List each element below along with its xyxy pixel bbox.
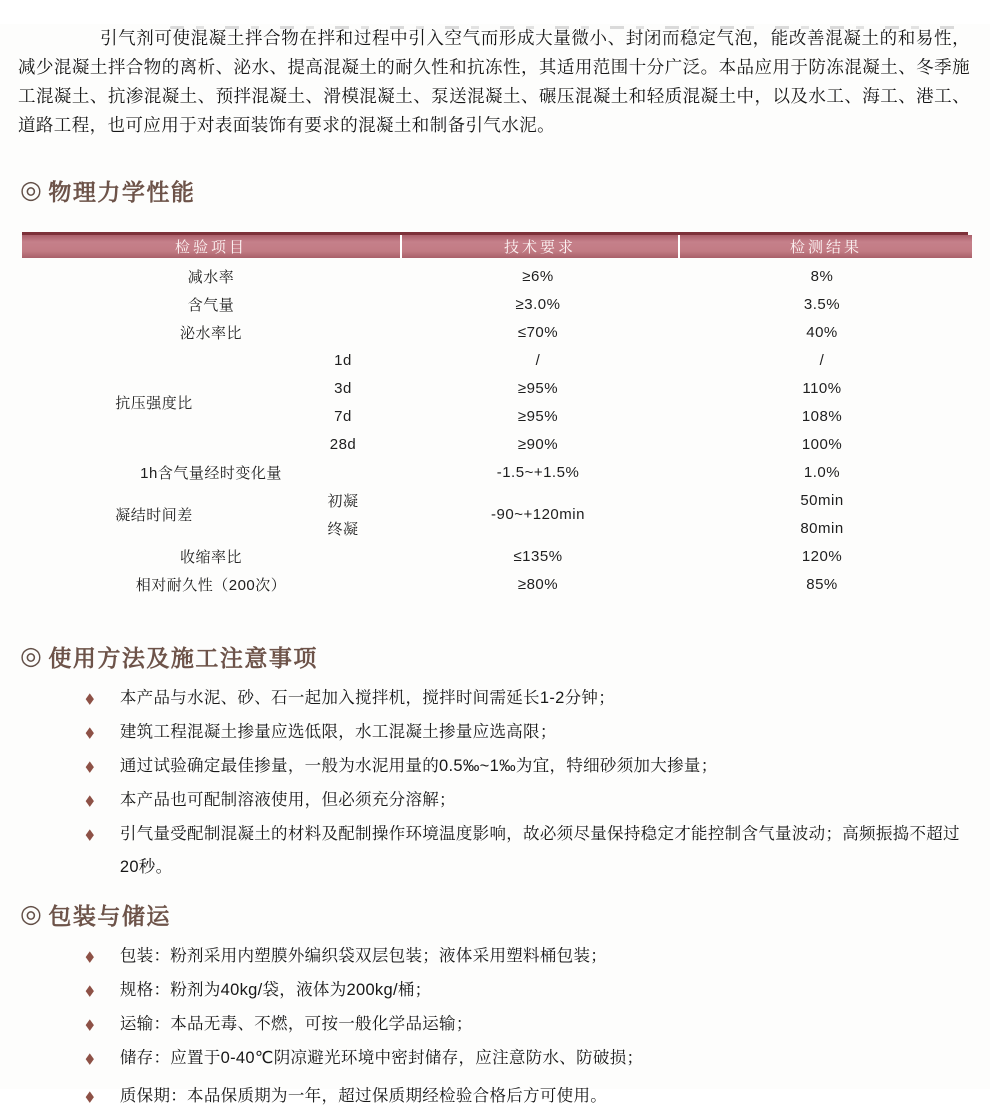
list-item [84, 682, 970, 716]
row-label: 1h含气量经时变化量 [140, 464, 282, 482]
diamond-bullet-icon: ◆ [85, 690, 95, 707]
row-result: 3.5% [803, 295, 841, 313]
sub-label: 1d [334, 351, 352, 369]
row-label: 泌水率比 [179, 324, 242, 342]
double-circle-icon: ◎ [20, 641, 44, 670]
sub-label: 7d [334, 407, 352, 425]
row-result: 40% [806, 323, 838, 341]
section-title: 包装与储运 [48, 902, 171, 929]
list-item-text: 运输：本品无毒、不燃，可按一般化学品运输； [119, 1015, 473, 1033]
list-item-text: 通过试验确定最佳掺量，一般为水泥用量的0.5‰~1‰为宜，特细砂须加大掺量； [119, 757, 718, 775]
table-header-row [22, 232, 968, 258]
list-item-text: 建筑工程混凝土掺量应选低限，水工混凝土掺量应选高限； [119, 723, 557, 741]
sub-label: 28d [329, 435, 357, 453]
column-header-item: 检验项目 [22, 235, 400, 258]
row-result: 100% [801, 435, 843, 453]
performance-table [22, 232, 968, 598]
row-req: -1.5~+1.5% [496, 463, 580, 481]
diamond-bullet-icon: ◆ [85, 826, 95, 843]
diamond-bullet-icon: ◆ [85, 982, 95, 999]
row-result: 80min [800, 519, 844, 537]
group-label-compressive: 抗压强度比 [115, 394, 193, 412]
diamond-bullet-icon: ◆ [85, 948, 95, 965]
usage-bullet-list [0, 682, 990, 884]
intro-paragraph: 引气剂可使混凝土拌合物在拌和过程中引入空气而形成大量微小、封闭而稳定气泡，能改善混凝土的和易性，减少混凝土拌合物的离析、泌水、提高混凝土的耐久性和抗冻性，其适用范围十分广泛。本品应用于防冻混凝土、冬季施工混凝土、抗渗混凝土、预拌混凝土、滑模混凝土、泵送混凝土、碾压混凝土和轻质混凝土中，以及水工、海工、港工、道路工程，也可应用于对表面装饰有要求的混凝土和制备引气水泥。 [18, 28, 970, 135]
row-result: 120% [801, 547, 843, 565]
section-title: 物理力学性能 [48, 178, 196, 205]
diamond-bullet-icon: ◆ [85, 758, 95, 775]
column-header-result: 检测结果 [680, 235, 972, 258]
sub-label: 初凝 [327, 492, 359, 510]
list-item-text: 规格：粉剂为40kg/袋，液体为200kg/桶； [119, 981, 432, 999]
list-item [84, 1008, 970, 1042]
product-datasheet-page [0, 24, 990, 1105]
row-req: / [535, 351, 541, 369]
list-item [84, 818, 970, 884]
row-req: ≥80% [517, 575, 559, 593]
row-req: ≥3.0% [515, 295, 561, 313]
clipped-bottom-line [84, 1080, 964, 1113]
section-title: 使用方法及施工注意事项 [48, 644, 318, 671]
list-item [84, 750, 970, 784]
packing-bullet-list [0, 940, 990, 1076]
row-result: 85% [806, 575, 838, 593]
list-item [84, 784, 970, 818]
section-heading-packing [20, 898, 990, 930]
row-result: 1.0% [803, 463, 841, 481]
row-label: 减水率 [187, 268, 235, 286]
list-item-text: 储存：应置于0-40℃阴凉避光环境中密封储存，应注意防水、防破损； [119, 1049, 644, 1067]
row-result: 8% [810, 267, 834, 285]
row-req: -90~+120min [491, 505, 585, 523]
row-label: 含气量 [187, 296, 235, 314]
row-req: ≤70% [517, 323, 559, 341]
column-header-req: 技术要求 [402, 235, 678, 258]
list-item-text: 本产品也可配制溶液使用，但必须充分溶解； [119, 791, 456, 809]
row-label: 相对耐久性（200次） [135, 576, 287, 594]
list-item-text: 质保期：本品保质期为一年，超过保质期经检验合格后方可使用。 [119, 1087, 608, 1105]
row-req: ≥95% [517, 407, 559, 425]
sub-label: 终凝 [327, 520, 359, 538]
group-label-setting-time: 凝结时间差 [115, 506, 193, 524]
list-item [84, 716, 970, 750]
double-circle-icon: ◎ [20, 175, 44, 204]
row-label: 收缩率比 [179, 548, 242, 566]
diamond-bullet-icon: ◆ [85, 1050, 95, 1067]
scan-artifact-strip [170, 26, 960, 29]
row-req: ≥95% [517, 379, 559, 397]
diamond-bullet-icon: ◆ [85, 724, 95, 741]
list-item-text: 引气量受配制混凝土的材料及配制操作环境温度影响，故必须尽量保持稳定才能控制含气量波动；高频振捣不超过20秒。 [119, 825, 960, 876]
section-heading-usage [20, 640, 990, 672]
row-result: / [819, 351, 825, 369]
row-req: ≥90% [517, 435, 559, 453]
list-item [84, 974, 970, 1008]
row-result: 50min [800, 491, 844, 509]
double-circle-icon: ◎ [20, 899, 44, 928]
sub-label: 3d [334, 379, 352, 397]
section-heading-physical [20, 174, 990, 206]
list-item-text: 本产品与水泥、砂、石一起加入搅拌机，搅拌时间需延长1-2分钟； [119, 689, 615, 707]
table-body [22, 258, 968, 598]
list-item [84, 1042, 970, 1076]
row-result: 110% [802, 379, 842, 397]
diamond-bullet-icon: ◆ [85, 1016, 95, 1033]
diamond-bullet-icon: ◆ [85, 792, 95, 809]
row-req: ≤135% [513, 547, 563, 565]
row-req: ≥6% [522, 267, 554, 285]
diamond-bullet-icon: ◆ [85, 1088, 95, 1105]
row-result: 108% [801, 407, 843, 425]
list-item [84, 940, 970, 974]
list-item-text: 包装：粉剂采用内塑膜外编织袋双层包装；液体采用塑料桶包装； [119, 947, 608, 965]
